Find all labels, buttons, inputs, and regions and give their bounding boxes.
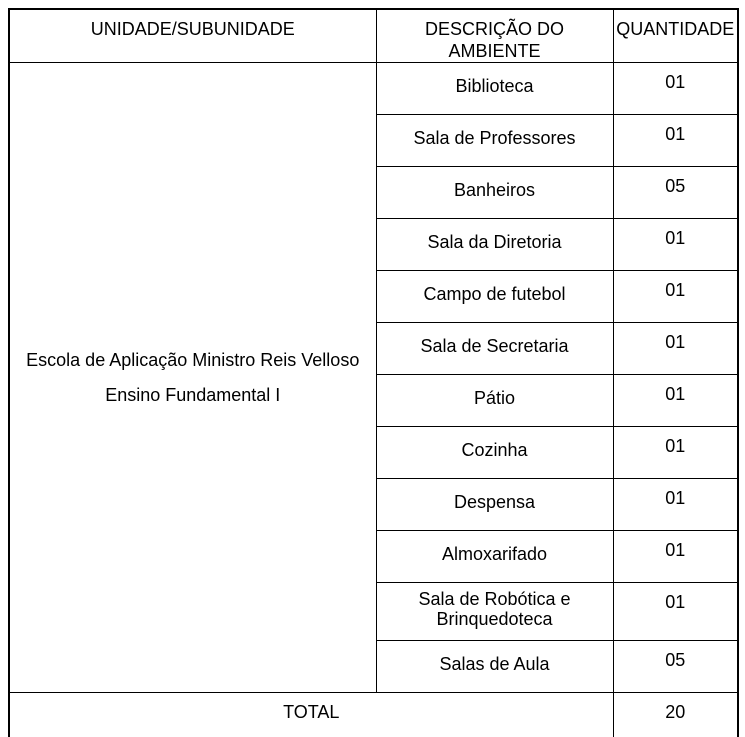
quantidade-cell: 01 bbox=[613, 115, 738, 167]
ambiente-cell: Biblioteca bbox=[376, 63, 613, 115]
ambiente-cell: Banheiros bbox=[376, 167, 613, 219]
header-unidade-subunidade: UNIDADE/SUBUNIDADE bbox=[9, 9, 376, 63]
ambiente-cell: Pátio bbox=[376, 375, 613, 427]
table-row bbox=[9, 63, 738, 115]
total-value: 20 bbox=[613, 693, 738, 737]
ambiente-cell: Sala de Professores bbox=[376, 115, 613, 167]
quantidade-cell: 01 bbox=[613, 531, 738, 583]
unit-line-1: Escola de Aplicação Ministro Reis Velloso bbox=[26, 350, 360, 370]
quantidade-cell: 05 bbox=[613, 167, 738, 219]
quantidade-cell: 01 bbox=[613, 427, 738, 479]
ambiente-cell: Salas de Aula bbox=[376, 641, 613, 693]
header-row bbox=[9, 9, 738, 63]
ambiente-cell: Sala de Robótica e Brinquedoteca bbox=[376, 583, 613, 641]
ambiente-cell: Sala de Secretaria bbox=[376, 323, 613, 375]
ambiente-cell: Campo de futebol bbox=[376, 271, 613, 323]
quantidade-cell: 05 bbox=[613, 641, 738, 693]
header-quantidade: QUANTIDADE bbox=[613, 9, 738, 63]
unit-line-2: Ensino Fundamental I bbox=[105, 385, 281, 405]
total-label: TOTAL bbox=[9, 693, 613, 737]
total-row bbox=[9, 693, 738, 737]
table-container bbox=[8, 8, 737, 737]
ambiente-cell: Sala da Diretoria bbox=[376, 219, 613, 271]
ambiente-cell: Cozinha bbox=[376, 427, 613, 479]
quantidade-cell: 01 bbox=[613, 63, 738, 115]
header-descricao-ambiente: DESCRIÇÃO DO AMBIENTE bbox=[376, 9, 613, 63]
table-body bbox=[9, 63, 738, 693]
quantidade-cell: 01 bbox=[613, 479, 738, 531]
ambiente-cell: Almoxarifado bbox=[376, 531, 613, 583]
quantidade-cell: 01 bbox=[613, 271, 738, 323]
quantidade-cell: 01 bbox=[613, 323, 738, 375]
quantidade-cell: 01 bbox=[613, 375, 738, 427]
quantidade-cell: 01 bbox=[613, 219, 738, 271]
ambientes-table bbox=[8, 8, 739, 737]
quantidade-cell: 01 bbox=[613, 583, 738, 641]
unit-cell bbox=[9, 63, 376, 693]
ambiente-cell: Despensa bbox=[376, 479, 613, 531]
